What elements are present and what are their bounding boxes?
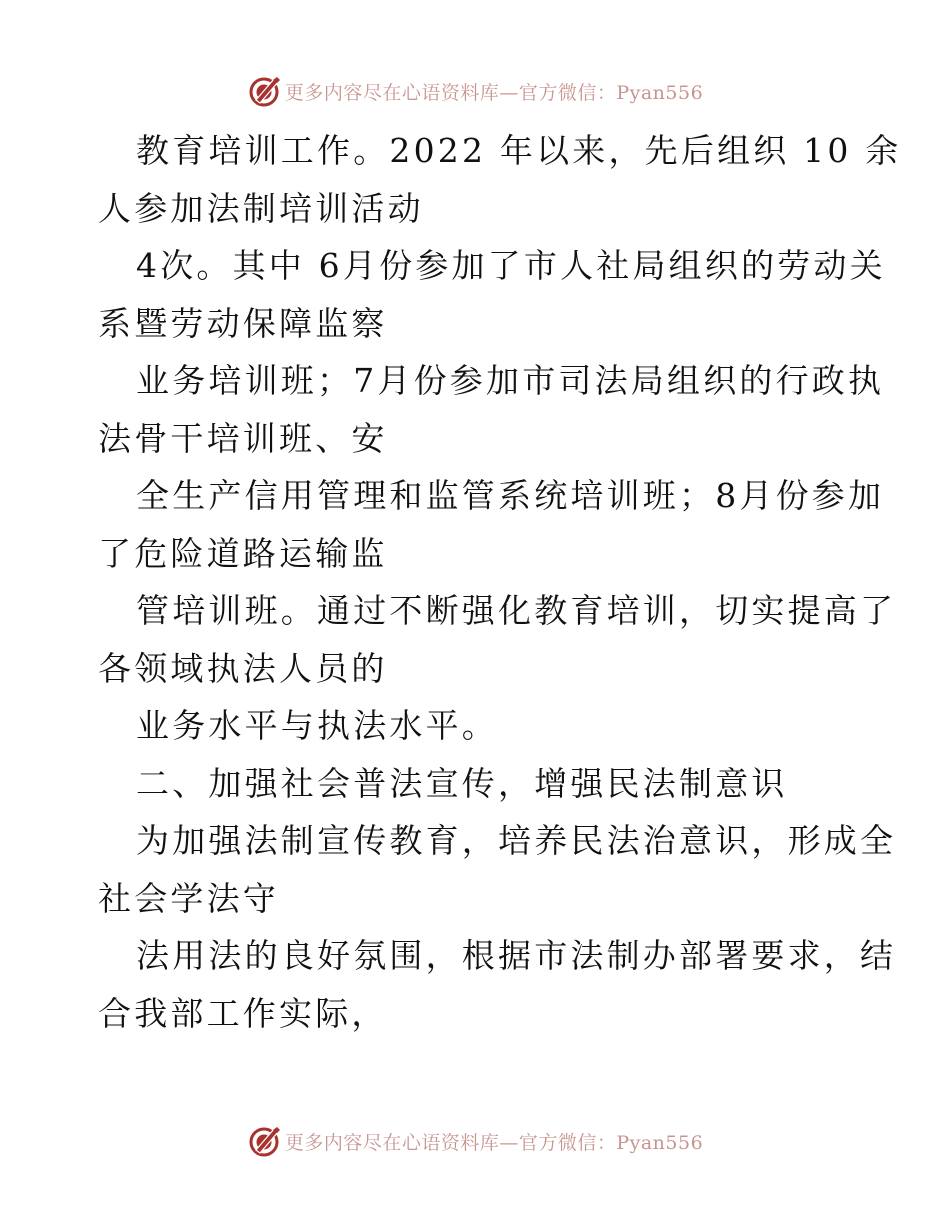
watermark-text: 更多内容尽在心语资料库—官方微信：Pyan556 (284, 1131, 704, 1154)
body-line: 系暨劳动保障监察 (98, 303, 388, 343)
pen-logo-icon (247, 73, 283, 109)
body-line: 4次。其中 6月份参加了市人社局组织的劳动关 (136, 246, 886, 285)
body-line: 业务水平与执法水平。 (136, 706, 498, 745)
body-line: 为加强法制宣传教育，培养民法治意识，形成全 (136, 821, 897, 860)
body-line: 社会学法守 (98, 878, 279, 918)
body-line: 管培训班。通过不断强化教育培训，切实提高了 (136, 591, 897, 630)
body-line: 各领域执法人员的 (98, 648, 388, 688)
body-line: 全生产信用管理和监管系统培训班；8月份参加 (136, 476, 885, 515)
body-line: 教育培训工作。2022 年以来，先后组织 10 余 (136, 131, 902, 170)
body-line: 业务培训班；7月份参加市司法局组织的行政执 (136, 361, 885, 400)
body-line: 合我部工作实际， (98, 993, 388, 1033)
body-line: 法用法的良好氛围，根据市法制办部署要求，结 (136, 936, 897, 975)
document-body (98, 122, 902, 1042)
body-line: 人参加法制培训活动 (98, 188, 424, 228)
body-line: 法骨干培训班、安 (98, 418, 388, 458)
footer-watermark (0, 1121, 950, 1161)
body-line: 了危险道路运输监 (98, 533, 388, 573)
section-heading: 二、加强社会普法宣传，增强民法制意识 (136, 763, 788, 803)
watermark-text: 更多内容尽在心语资料库—官方微信：Pyan556 (284, 81, 704, 104)
pen-logo-icon (247, 1123, 283, 1159)
header-watermark (0, 71, 950, 111)
